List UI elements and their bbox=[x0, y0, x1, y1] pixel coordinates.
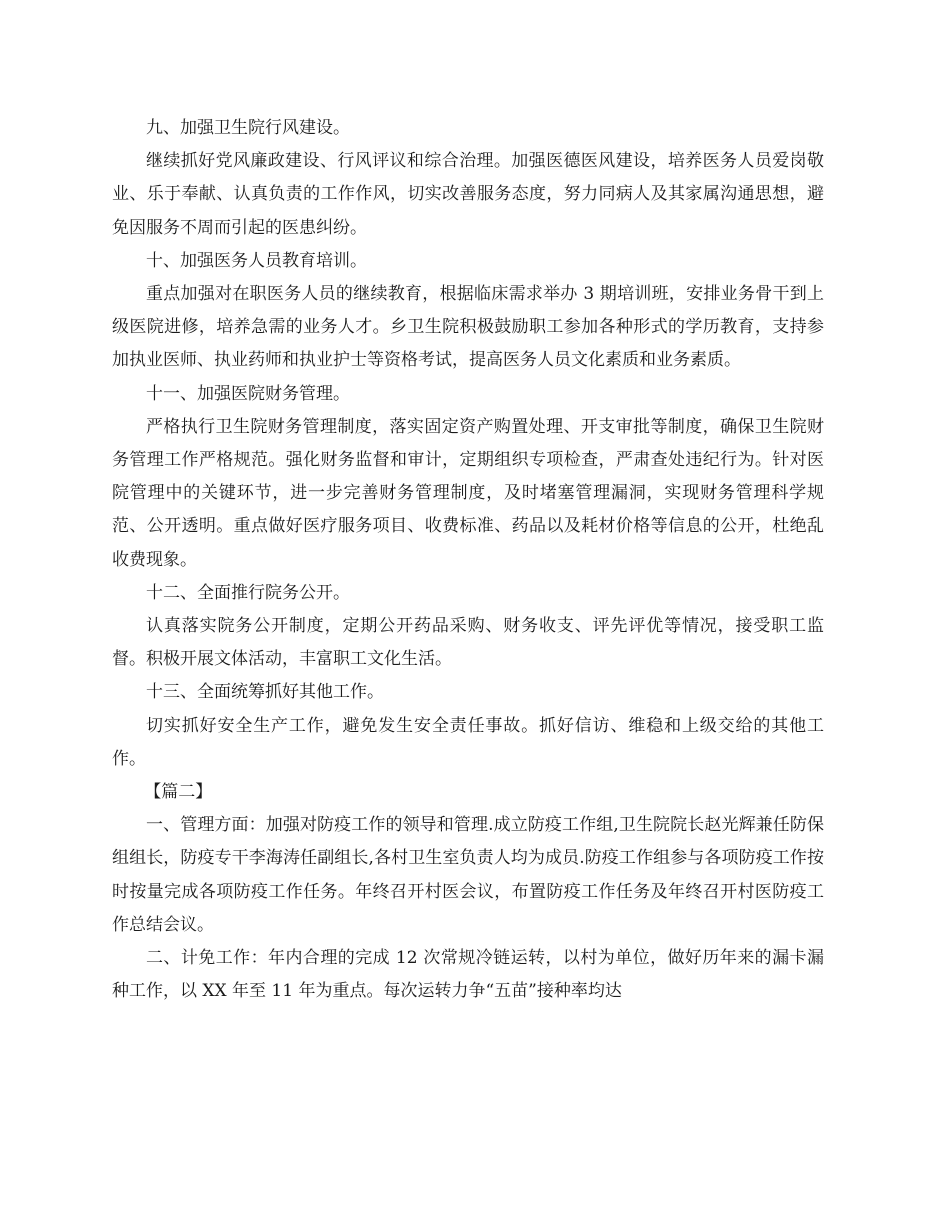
document-body bbox=[112, 112, 824, 1008]
paragraph: 认真落实院务公开制度，定期公开药品采购、财务收支、评先评优等情况，接受职工监督。积极开展文体活动，丰富职工文化生活。 bbox=[112, 616, 824, 670]
section-heading-13: 十三、全面统筹抓好其他工作。 bbox=[146, 682, 384, 703]
paragraph: 二、计免工作：年内合理的完成 12 次常规冷链运转，以村为单位，做好历年来的漏卡漏种工作，以 XX 年至 11 年为重点。每次运转力争“五苗”接种率均达 bbox=[112, 948, 824, 1002]
paragraph: 重点加强对在职医务人员的继续教育，根据临床需求举办 3 期培训班，安排业务骨干到上级医院进修，培养急需的业务人才。乡卫生院积极鼓励职工参加各种形式的学历教育，支持参加执业医师、执业药师和执业护士等资格考试，提高医务人员文化素质和业务素质。 bbox=[112, 284, 824, 371]
paragraph: 继续抓好党风廉政建设、行风评议和综合治理。加强医德医风建设，培养医务人员爱岗敬业、乐于奉献、认真负责的工作作风，切实改善服务态度，努力同病人及其家属沟通思想，避免因服务不周而引起的医患纠纷。 bbox=[112, 151, 824, 238]
part-two-label: 【篇二】 bbox=[144, 782, 213, 803]
paragraph: 严格执行卫生院财务管理制度，落实固定资产购置处理、开支审批等制度，确保卫生院财务管理工作严格规范。强化财务监督和审计，定期组织专项检查，严肃查处违纪行为。针对医院管理中的关键环节，进一步完善财务管理制度，及时堵塞管理漏洞，实现财务管理科学规范、公开透明。重点做好医疗服务项目、收费标准、药品以及耗材价格等信息的公开，杜绝乱收费现象。 bbox=[112, 416, 824, 570]
paragraph: 一、管理方面：加强对防疫工作的领导和管理.成立防疫工作组,卫生院院长赵光辉兼任防保组组长，防疫专干李海涛任副组长,各村卫生室负责人均为成员.防疫工作组参与各项防疫工作按时按量完成各项防疫工作任务。年终召开村医会议，布置防疫工作任务及年终召开村医防疫工作总结会议。 bbox=[112, 815, 824, 935]
section-heading-9: 九、加强卫生院行风建设。 bbox=[146, 118, 350, 138]
section-heading-10: 十、加强医务人员教育培训。 bbox=[146, 250, 367, 271]
section-heading-11: 十一、加强医院财务管理。 bbox=[146, 383, 350, 404]
paragraph: 切实抓好安全生产工作，避免发生安全责任事故。抓好信访、维稳和上级交给的其他工作。 bbox=[112, 715, 824, 769]
section-heading-12: 十二、全面推行院务公开。 bbox=[146, 582, 350, 603]
